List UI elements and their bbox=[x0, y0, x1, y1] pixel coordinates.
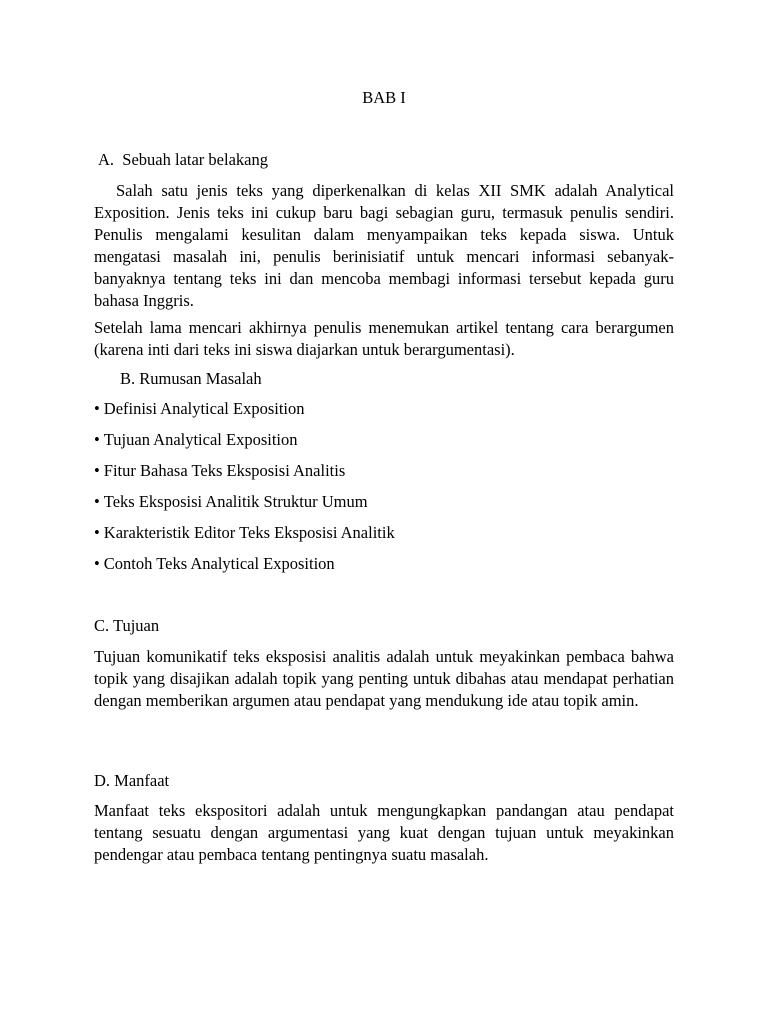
problem-list bbox=[94, 398, 395, 584]
bullet-icon: • bbox=[94, 399, 100, 418]
list-item-text: Definisi Analytical Exposition bbox=[103, 399, 305, 418]
list-item bbox=[94, 491, 395, 522]
list-item-text: Teks Eksposisi Analitik Struktur Umum bbox=[103, 492, 368, 511]
list-item-text: Karakteristik Editor Teks Eksposisi Analitik bbox=[103, 523, 395, 542]
list-item bbox=[94, 460, 395, 491]
section-a-paragraph-1: Salah satu jenis teks yang diperkenalkan di kelas XII SMK adalah Analytical Exposition. Jenis teks ini cukup baru bagi sebagian guru, termasuk penulis sendiri. Penulis mengalami kesulitan dalam menyampaikan teks kepada siswa. Untuk mengatasi masalah ini, penulis berinisiatif untuk mencari informasi sebanyak-banyaknya tentang teks ini dan mencoba membagi informasi tersebut kepada guru bahasa Inggris. bbox=[94, 181, 674, 310]
bullet-icon: • bbox=[94, 523, 100, 542]
section-a-paragraph-2: Setelah lama mencari akhirnya penulis menemukan artikel tentang cara berargumen (karena inti dari teks ini siswa diajarkan untuk berargumentasi). bbox=[94, 318, 674, 359]
bullet-icon: • bbox=[94, 554, 100, 573]
bullet-icon: • bbox=[94, 461, 100, 480]
list-item-text: Fitur Bahasa Teks Eksposisi Analitis bbox=[103, 461, 346, 480]
list-item bbox=[94, 553, 395, 584]
bullet-icon: • bbox=[94, 492, 100, 511]
list-item bbox=[94, 429, 395, 460]
list-item bbox=[94, 522, 395, 553]
section-c-heading: C. Tujuan bbox=[94, 616, 160, 635]
list-item-text: Contoh Teks Analytical Exposition bbox=[103, 554, 335, 573]
section-d-paragraph: Manfaat teks ekspositori adalah untuk mengungkapkan pandangan atau pendapat tentang sesuatu dengan argumentasi yang kuat dengan tujuan untuk meyakinkan pendengar atau pembaca tentang pentingnya suatu masalah. bbox=[94, 801, 674, 864]
section-d-heading: D. Manfaat bbox=[94, 771, 170, 790]
bullet-icon: • bbox=[94, 430, 100, 449]
section-a-heading: A. Sebuah latar belakang bbox=[98, 150, 268, 169]
section-c-paragraph: Tujuan komunikatif teks eksposisi analitis adalah untuk meyakinkan pembaca bahwa topik yang disajikan adalah topik yang penting untuk dibahas atau mendapat perhatian dengan memberikan argumen atau pendapat yang mendukung ide atau topik amin. bbox=[94, 647, 674, 710]
list-item-text: Tujuan Analytical Exposition bbox=[103, 430, 298, 449]
section-b-heading: B. Rumusan Masalah bbox=[120, 369, 262, 388]
chapter-title: BAB I bbox=[362, 88, 406, 107]
list-item bbox=[94, 398, 395, 429]
